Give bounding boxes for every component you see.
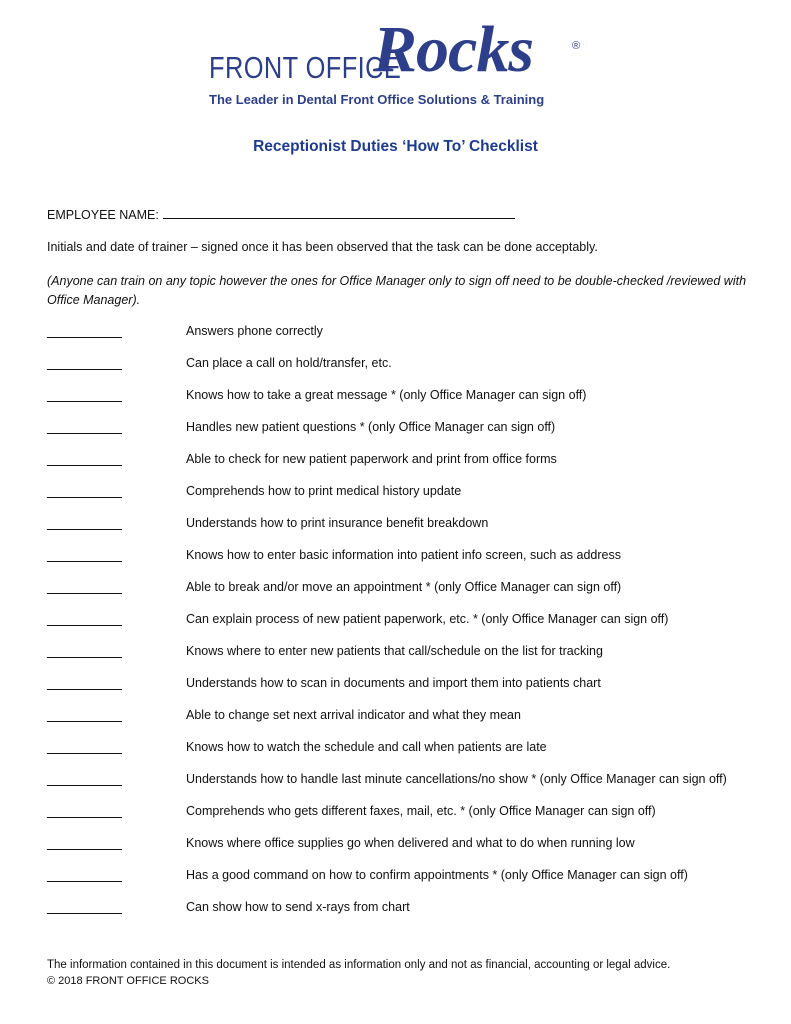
trainer-initials-blank[interactable] xyxy=(47,529,122,530)
trainer-initials-blank[interactable] xyxy=(47,881,122,882)
trainer-initials-blank[interactable] xyxy=(47,337,122,338)
trainer-initials-blank[interactable] xyxy=(47,465,122,466)
trainer-initials-blank[interactable] xyxy=(47,625,122,626)
task-label: Understands how to scan in documents and import them into patients chart xyxy=(186,676,601,690)
trainer-initials-blank[interactable] xyxy=(47,433,122,434)
task-row xyxy=(47,548,767,566)
task-label: Able to break and/or move an appointment * (only Office Manager can sign off) xyxy=(186,580,622,594)
task-row xyxy=(47,644,767,662)
task-row xyxy=(47,708,767,726)
task-label: Can place a call on hold/transfer, etc. xyxy=(186,356,392,370)
disclaimer: The information contained in this document is intended as information only and not as financial, accounting or legal advice. xyxy=(47,959,671,971)
document-title: Receptionist Duties ‘How To’ Checklist xyxy=(253,138,538,155)
employee-name-label: EMPLOYEE NAME: xyxy=(47,208,159,222)
logo-wordmark-front-office: FRONT OFFICE xyxy=(209,50,402,85)
task-row xyxy=(47,580,767,598)
task-row xyxy=(47,868,767,886)
training-note: (Anyone can train on any topic however the ones for Office Manager only to sign off need to be double-checked /reviewed with Office Manager). xyxy=(47,274,747,307)
initials-instruction: Initials and date of trainer – signed once it has been observed that the task can be done acceptably. xyxy=(47,240,598,254)
trainer-initials-blank[interactable] xyxy=(47,913,122,914)
task-label: Can explain process of new patient paperwork, etc. * (only Office Manager can sign off) xyxy=(186,612,669,626)
trainer-initials-blank[interactable] xyxy=(47,849,122,850)
front-office-rocks-logo xyxy=(205,14,585,110)
task-row xyxy=(47,676,767,694)
task-label: Answers phone correctly xyxy=(186,324,323,338)
task-label: Able to check for new patient paperwork and print from office forms xyxy=(186,452,557,466)
task-row xyxy=(47,612,767,630)
trainer-initials-blank[interactable] xyxy=(47,561,122,562)
task-row xyxy=(47,356,767,374)
task-label: Knows how to enter basic information into patient info screen, such as address xyxy=(186,548,621,562)
employee-name-blank[interactable] xyxy=(163,206,515,219)
task-row xyxy=(47,516,767,534)
trainer-initials-blank[interactable] xyxy=(47,657,122,658)
logo-tagline: The Leader in Dental Front Office Solutions & Training xyxy=(209,92,545,107)
task-row xyxy=(47,772,767,790)
trainer-initials-blank[interactable] xyxy=(47,721,122,722)
employee-name-row xyxy=(47,206,515,222)
task-row xyxy=(47,452,767,470)
task-row xyxy=(47,804,767,822)
trainer-initials-blank[interactable] xyxy=(47,689,122,690)
registered-mark: ® xyxy=(572,40,581,52)
task-label: Comprehends how to print medical history update xyxy=(186,484,462,498)
trainer-initials-blank[interactable] xyxy=(47,369,122,370)
trainer-initials-blank[interactable] xyxy=(47,593,122,594)
task-row xyxy=(47,740,767,758)
task-label: Has a good command on how to confirm appointments * (only Office Manager can sign off) xyxy=(186,868,688,882)
trainer-initials-blank[interactable] xyxy=(47,785,122,786)
task-label: Able to change set next arrival indicator and what they mean xyxy=(186,708,521,722)
task-row xyxy=(47,900,767,918)
logo-wordmark-rocks: Rocks xyxy=(373,13,533,86)
task-row xyxy=(47,420,767,438)
task-label: Knows how to watch the schedule and call when patients are late xyxy=(186,740,547,754)
task-row xyxy=(47,484,767,502)
task-label: Handles new patient questions * (only Office Manager can sign off) xyxy=(186,420,556,434)
copyright: © 2018 FRONT OFFICE ROCKS xyxy=(47,975,209,987)
task-label: Comprehends who gets different faxes, mail, etc. * (only Office Manager can sign off) xyxy=(186,804,656,818)
task-row xyxy=(47,388,767,406)
task-label: Knows how to take a great message * (only Office Manager can sign off) xyxy=(186,388,587,402)
trainer-initials-blank[interactable] xyxy=(47,817,122,818)
trainer-initials-blank[interactable] xyxy=(47,401,122,402)
trainer-initials-blank[interactable] xyxy=(47,753,122,754)
trainer-initials-blank[interactable] xyxy=(47,497,122,498)
task-row xyxy=(47,324,767,342)
task-row xyxy=(47,836,767,854)
task-label: Can show how to send x-rays from chart xyxy=(186,900,410,914)
task-label: Understands how to print insurance benefit breakdown xyxy=(186,516,489,530)
task-label: Knows where to enter new patients that call/schedule on the list for tracking xyxy=(186,644,603,658)
task-label: Understands how to handle last minute cancellations/no show * (only Office Manager can sign off) xyxy=(186,772,727,786)
task-label: Knows where office supplies go when delivered and what to do when running low xyxy=(186,836,635,850)
